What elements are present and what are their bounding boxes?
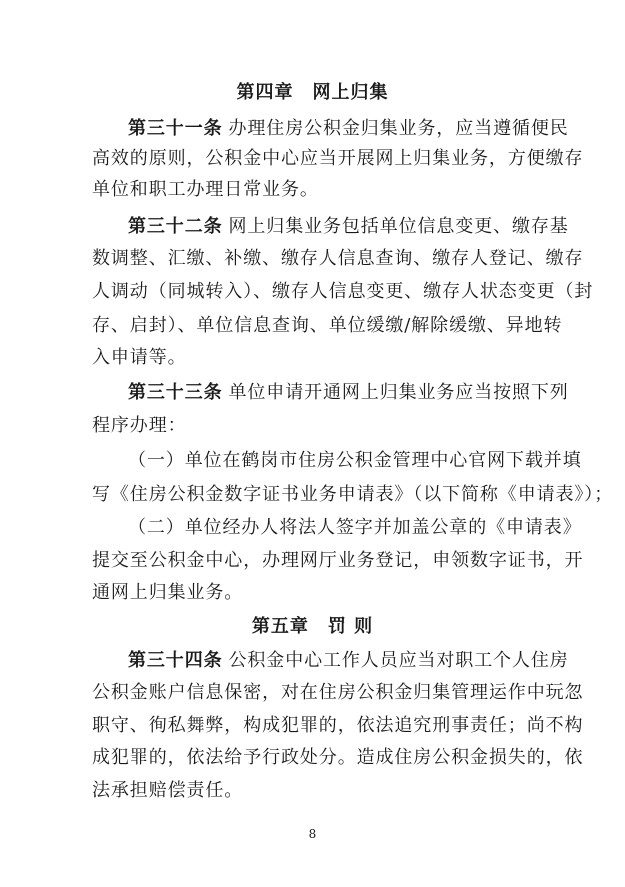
- article-31-label: 第三十一条: [128, 118, 223, 139]
- article-34-label: 第三十四条: [128, 650, 223, 671]
- article-33-line-2: 程序办理：: [92, 415, 187, 436]
- article-33-item-2-line-3: 通网上归集业务。: [92, 582, 244, 603]
- page-number: 8: [308, 827, 317, 841]
- article-33-item-2-line-2: 提交至公积金中心，办理网厅业务登记，申领数字证书，开: [92, 550, 584, 571]
- article-33-text: 单位申请开通网上归集业务应当按照下列: [228, 382, 569, 403]
- article-32-label: 第三十二条: [128, 216, 223, 237]
- article-33-line-1: [128, 378, 569, 408]
- article-31-line-1: [128, 114, 569, 144]
- article-34-line-4: 成犯罪的，依法给予行政处分。造成住房公积金损失的，依: [92, 747, 584, 768]
- article-33-item-2-line-1: （二）单位经办人将法人签字并加盖公章的《申请表》: [128, 517, 582, 538]
- article-32-line-3: 人调动（同城转入）、缴存人信息变更、缴存人状态变更（封: [92, 281, 594, 302]
- article-34-line-1: [128, 646, 569, 676]
- article-32-line-5: 入申请等。: [92, 347, 187, 368]
- article-31-line-3: 单位和职工办理日常业务。: [92, 179, 319, 200]
- chapter-5-title: 第五章 罚 则: [251, 616, 374, 637]
- article-34-text: 公积金中心工作人员应当对职工个人住房: [228, 650, 569, 671]
- article-34-line-5: 法承担赔偿责任。: [92, 780, 244, 801]
- article-31-line-2: 高效的原则，公积金中心应当开展网上归集业务，方便缴存: [92, 148, 584, 169]
- article-33-item-1-line-1: （一）单位在鹤岗市住房公积金管理中心官网下载并填: [128, 450, 582, 471]
- article-31-text: 办理住房公积金归集业务，应当遵循便民: [228, 118, 569, 139]
- article-33-label: 第三十三条: [128, 382, 223, 403]
- article-32-line-4: 存、启封）、单位信息查询、单位缓缴/解除缓缴、异地转: [92, 315, 563, 336]
- article-32-line-2: 数调整、汇缴、补缴、缴存人信息查询、缴存人登记、缴存: [92, 248, 584, 269]
- article-34-line-3: 职守、徇私舞弊，构成犯罪的，依法追究刑事责任；尚不构: [92, 715, 584, 736]
- article-32-line-1: [128, 212, 569, 242]
- article-33-item-1-line-2: 写《住房公积金数字证书业务申请表》（以下简称《申请表》）；: [92, 484, 614, 505]
- article-34-line-2: 公积金账户信息保密，对在住房公积金归集管理运作中玩忽: [92, 682, 584, 703]
- article-32-text: 网上归集业务包括单位信息变更、缴存基: [228, 216, 569, 237]
- chapter-4-title: 第四章 网上归集: [236, 82, 389, 103]
